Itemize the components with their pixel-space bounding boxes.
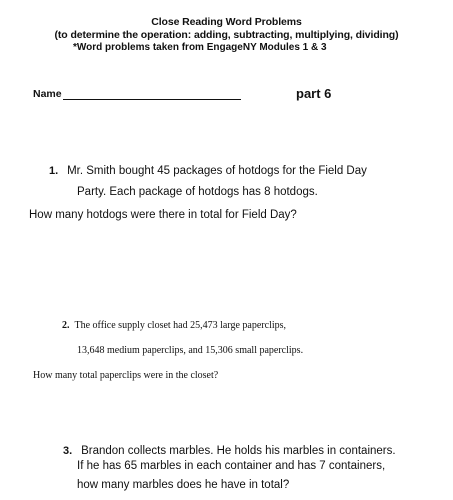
problem-1-text: Mr. Smith bought 45 packages of hotdogs for the Field Day (67, 165, 367, 177)
problem-2-line-1 (62, 320, 286, 331)
name-label: Name (33, 88, 62, 100)
worksheet-title: Close Reading Word Problems (151, 16, 302, 28)
problem-1-line-2: Party. Each package of hotdogs has 8 hotdogs. (77, 186, 318, 198)
part-label: part 6 (296, 86, 332, 101)
problem-3-text: Brandon collects marbles. He holds his marbles in containers. (81, 445, 396, 457)
problem-2-question: How many total paperclips were in the closet? (33, 370, 219, 381)
problem-2-text: The office supply closet had 25,473 large paperclips, (74, 320, 287, 331)
problem-1-question: How many hotdogs were there in total for Field Day? (29, 209, 297, 221)
problem-3-question: how many marbles does he have in total? (77, 479, 290, 491)
problem-2-line-2: 13,648 medium paperclips, and 15,306 small paperclips. (77, 345, 304, 356)
problem-3-line-2: If he has 65 marbles in each container and has 7 containers, (77, 460, 386, 472)
problem-3-number: 3. (63, 445, 73, 457)
problem-1-line-1 (49, 161, 367, 179)
source-note: *Word problems taken from EngageNY Modules 1 & 3 (73, 42, 327, 53)
name-blank-line[interactable] (63, 99, 241, 100)
worksheet-subtitle: (to determine the operation: adding, subtracting, multiplying, dividing) (54, 29, 399, 41)
problem-1-number: 1. (49, 165, 59, 177)
problem-3-line-1 (63, 441, 396, 459)
problem-2-number: 2. (62, 320, 70, 331)
